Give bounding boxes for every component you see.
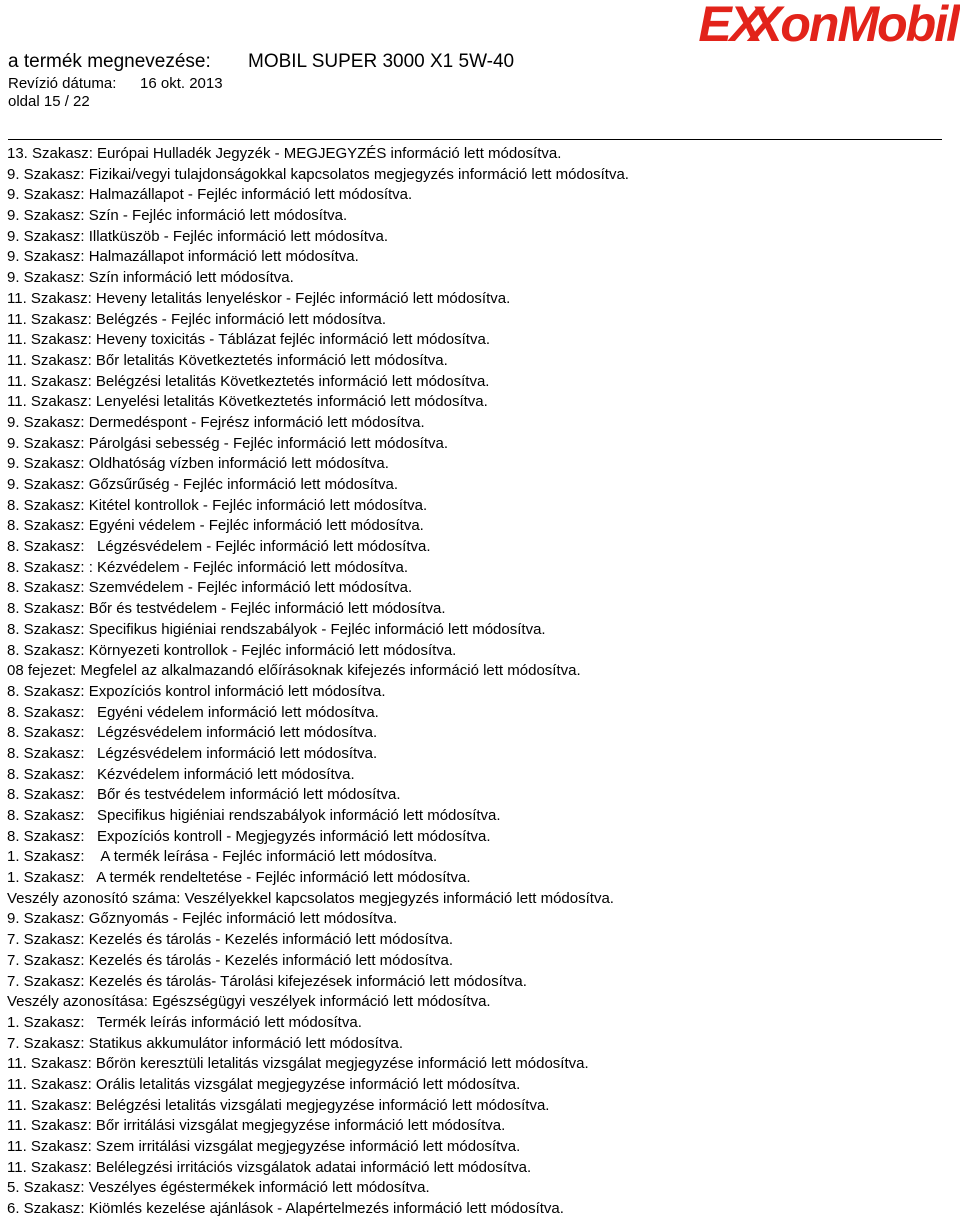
- logo-text-e: E: [698, 0, 730, 52]
- header-divider: [8, 139, 942, 140]
- page-number: oldal 15 / 22: [8, 93, 90, 110]
- revision-note-line: 6. Szakasz: Kiömlés kezelése ajánlások - Alapértelmezés információ lett módosítva.: [7, 1200, 564, 1218]
- revision-note-line: 7. Szakasz: Kezelés és tárolás - Kezelés információ lett módosítva.: [7, 931, 454, 949]
- revision-note-line: 11. Szakasz: Belélegzési irritációs vizsgálatok adatai információ lett módosítva.: [7, 1158, 532, 1176]
- document-header: [0, 0, 960, 120]
- revision-note-line: 5. Szakasz: Veszélyes égéstermékek információ lett módosítva.: [7, 1179, 430, 1197]
- revision-date-label: Revízió dátuma:: [8, 75, 117, 92]
- revision-note-line: 08 fejezet: Megfelel az alkalmazandó előírásoknak kifejezés információ lett módosítva.: [7, 662, 581, 680]
- revision-note-line: Veszély azonosító száma: Veszélyekkel kapcsolatos megjegyzés információ lett módosítva.: [7, 889, 614, 907]
- revision-note-line: 9. Szakasz: Fizikai/vegyi tulajdonságokkal kapcsolatos megjegyzés információ lett módosítva.: [7, 165, 629, 183]
- revision-note-line: 11. Szakasz: Belégzési letalitás vizsgálati megjegyzése információ lett módosítva.: [7, 1096, 550, 1114]
- product-name-row: [8, 50, 515, 74]
- revision-notes-list: [7, 144, 947, 1220]
- revision-note-line: 9. Szakasz: Halmazállapot információ lett módosítva.: [7, 248, 359, 266]
- revision-note-line: 9. Szakasz: Szín információ lett módosítva.: [7, 269, 294, 287]
- revision-note-line: 8. Szakasz: Környezeti kontrollok - Fejléc információ lett módosítva.: [7, 641, 457, 659]
- revision-note-line: 7. Szakasz: Statikus akkumulátor információ lett módosítva.: [7, 1034, 403, 1052]
- revision-date-value: 16 okt. 2013: [140, 75, 223, 92]
- revision-note-line: 8. Szakasz: Szemvédelem - Fejléc információ lett módosítva.: [7, 579, 413, 597]
- revision-note-line: 8. Szakasz: Légzésvédelem információ lett módosítva.: [7, 744, 378, 762]
- product-name-label: a termék megnevezése:: [8, 51, 211, 72]
- revision-note-line: 8. Szakasz: Kitétel kontrollok - Fejléc információ lett módosítva.: [7, 496, 428, 514]
- revision-note-line: 9. Szakasz: Dermedéspont - Fejrész információ lett módosítva.: [7, 413, 425, 431]
- revision-note-line: 11. Szakasz: Bőrön keresztüli letalitás vizsgálat megjegyzése információ lett módosítva.: [7, 1055, 589, 1073]
- exxonmobil-logo: [698, 0, 958, 54]
- revision-note-line: 9. Szakasz: Gőzsűrűség - Fejléc információ lett módosítva.: [7, 476, 398, 493]
- revision-note-line: 9. Szakasz: Szín - Fejléc információ lett módosítva.: [7, 207, 348, 225]
- revision-note-line: 8. Szakasz: Légzésvédelem információ lett módosítva.: [7, 724, 378, 742]
- revision-date-row: [8, 75, 223, 93]
- product-name-value: MOBIL SUPER 3000 X1 5W-40: [248, 51, 515, 72]
- revision-note-line: 8. Szakasz: Expozíciós kontrol információ lett módosítva.: [7, 682, 386, 700]
- revision-note-line: 8. Szakasz: Specifikus higiéniai rendszabályok információ lett módosítva.: [7, 807, 501, 824]
- revision-note-line: 1. Szakasz: Termék leírás információ lett módosítva.: [7, 1013, 362, 1031]
- revision-note-line: 8. Szakasz: Bőr és testvédelem információ lett módosítva.: [7, 786, 401, 804]
- revision-note-line: 13. Szakasz: Európai Hulladék Jegyzék - MEGJEGYZÉS információ lett módosítva.: [7, 145, 562, 162]
- revision-note-line: 9. Szakasz: Illatküszöb - Fejléc információ lett módosítva.: [7, 227, 388, 245]
- revision-note-line: 8. Szakasz: Specifikus higiéniai rendszabályok - Fejléc információ lett módosítva.: [7, 620, 546, 638]
- revision-note-line: 11. Szakasz: Belégzés - Fejléc információ lett módosítva.: [7, 310, 387, 328]
- revision-note-line: 11. Szakasz: Heveny toxicitás - Táblázat fejléc információ lett módosítva.: [7, 331, 490, 349]
- logo-text-mobil: Mobil: [837, 0, 958, 52]
- revision-note-line: 11. Szakasz: Lenyelési letalitás Következtetés információ lett módosítva.: [7, 393, 488, 411]
- revision-note-line: 8. Szakasz: Légzésvédelem - Fejléc információ lett módosítva.: [7, 538, 431, 556]
- revision-note-line: 7. Szakasz: Kezelés és tárolás- Tárolási kifejezések információ lett módosítva.: [7, 972, 527, 990]
- revision-note-line: 9. Szakasz: Oldhatóság vízben információ lett módosítva.: [7, 455, 389, 473]
- revision-note-line: 11. Szakasz: Bőr irritálási vizsgálat megjegyzése információ lett módosítva.: [7, 1117, 506, 1135]
- revision-note-line: 8. Szakasz: : Kézvédelem - Fejléc információ lett módosítva.: [7, 558, 408, 576]
- revision-note-line: 8. Szakasz: Egyéni védelem információ lett módosítva.: [7, 703, 379, 721]
- revision-note-line: 9. Szakasz: Gőznyomás - Fejléc információ lett módosítva.: [7, 910, 398, 928]
- revision-note-line: 1. Szakasz: A termék rendeltetése - Fejléc információ lett módosítva.: [7, 869, 471, 887]
- revision-note-line: 9. Szakasz: Halmazállapot - Fejléc információ lett módosítva.: [7, 186, 413, 204]
- revision-note-line: 8. Szakasz: Bőr és testvédelem - Fejléc információ lett módosítva.: [7, 600, 446, 618]
- revision-note-line: Veszély azonosítása: Egészségügyi veszélyek információ lett módosítva.: [7, 993, 491, 1011]
- revision-note-line: 8. Szakasz: Expozíciós kontroll - Megjegyzés információ lett módosítva.: [7, 827, 491, 845]
- logo-text-xx: XX: [729, 0, 769, 52]
- revision-note-line: 8. Szakasz: Kézvédelem információ lett módosítva.: [7, 765, 355, 783]
- revision-note-line: 1. Szakasz: A termék leírása - Fejléc információ lett módosítva.: [7, 848, 438, 866]
- revision-note-line: 11. Szakasz: Bőr letalitás Következtetés információ lett módosítva.: [7, 351, 448, 369]
- revision-note-line: 11. Szakasz: Belégzési letalitás Következtetés információ lett módosítva.: [7, 372, 490, 390]
- revision-note-line: 8. Szakasz: Egyéni védelem - Fejléc információ lett módosítva.: [7, 517, 424, 535]
- revision-note-line: 11. Szakasz: Orális letalitás vizsgálat megjegyzése információ lett módosítva.: [7, 1075, 521, 1093]
- revision-note-line: 11. Szakasz: Szem irritálási vizsgálat megjegyzése információ lett módosítva.: [7, 1138, 521, 1155]
- logo-text-on: on: [780, 0, 838, 52]
- revision-note-line: 7. Szakasz: Kezelés és tárolás - Kezelés információ lett módosítva.: [7, 951, 454, 969]
- revision-note-line: 11. Szakasz: Heveny letalitás lenyeléskor - Fejléc információ lett módosítva.: [7, 289, 511, 307]
- revision-note-line: 9. Szakasz: Párolgási sebesség - Fejléc információ lett módosítva.: [7, 434, 449, 452]
